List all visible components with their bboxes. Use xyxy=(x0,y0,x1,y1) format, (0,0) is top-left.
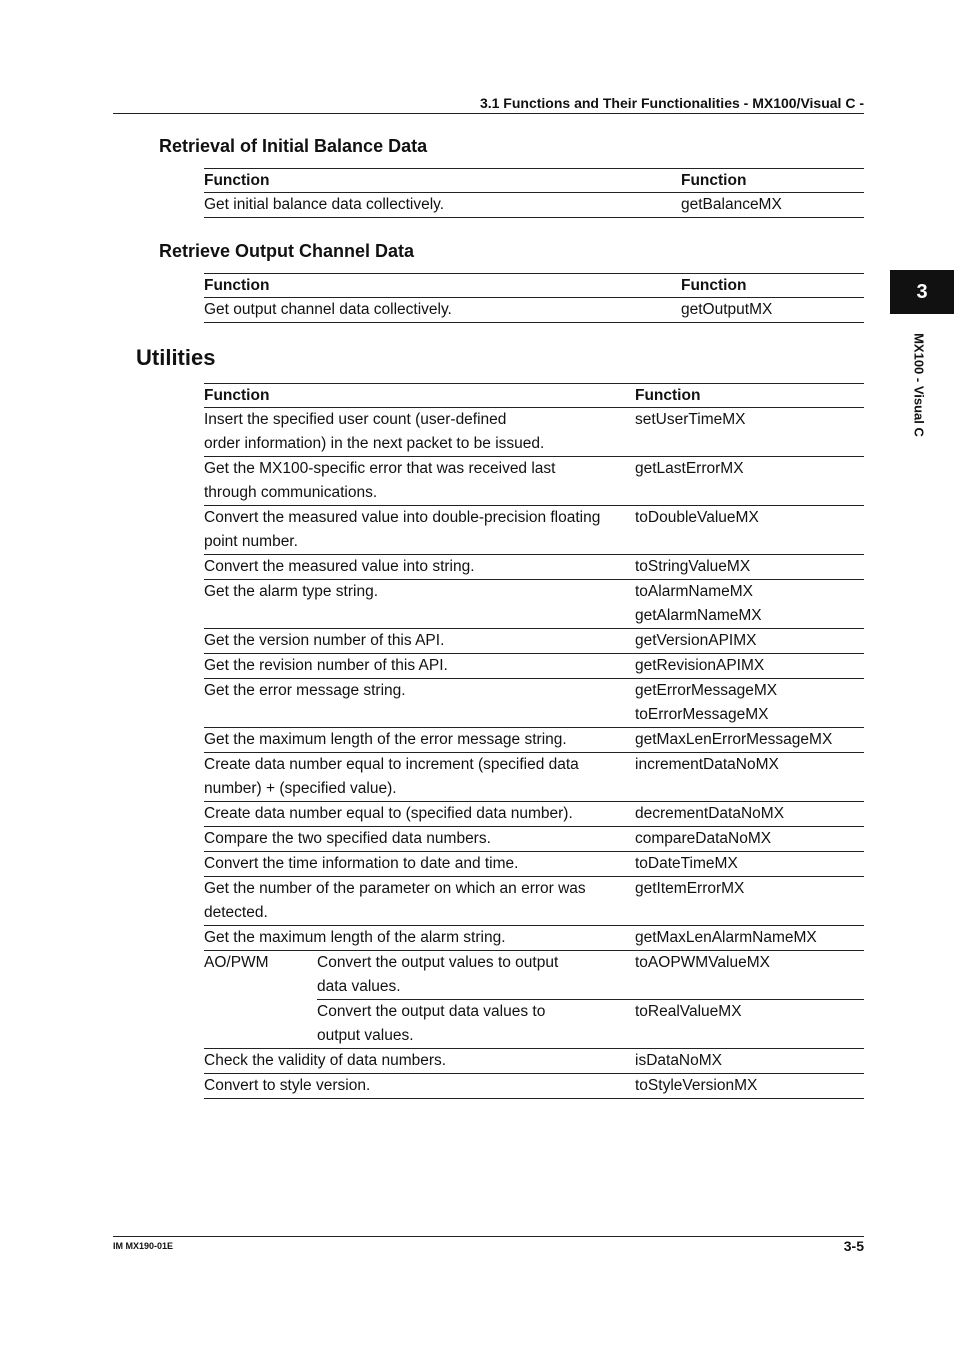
row-description: Get the maximum length of the alarm string. xyxy=(204,926,635,951)
table-header-row xyxy=(204,384,864,408)
table-row xyxy=(204,408,864,457)
row-function: getMaxLenErrorMessageMX xyxy=(635,728,864,753)
output-table xyxy=(204,273,864,323)
row-description: Get the MX100-specific error that was received last through communications. xyxy=(204,457,635,506)
chapter-number: 3 xyxy=(916,280,928,303)
row-function: decrementDataNoMX xyxy=(635,802,864,827)
balance-table xyxy=(204,168,864,218)
row-description: Convert to style version. xyxy=(204,1074,635,1099)
footer-page-number: 3-5 xyxy=(843,1238,864,1254)
running-header: 3.1 Functions and Their Functionalities - MX100/Visual C - xyxy=(479,95,864,111)
row-description: Convert the measured value into double-precision floating point number. xyxy=(204,506,635,555)
row-description: Get initial balance data collectively. xyxy=(204,193,681,218)
table-row xyxy=(204,1049,864,1074)
row-description: Convert the output data values to output values. xyxy=(317,1000,635,1049)
balance-section-heading: Retrieval of Initial Balance Data xyxy=(159,136,428,156)
table-row xyxy=(204,1074,864,1099)
table-row xyxy=(204,827,864,852)
row-function: toDoubleValueMX xyxy=(635,506,864,555)
row-function: toRealValueMX xyxy=(635,1000,864,1049)
row-description: Get the maximum length of the error message string. xyxy=(204,728,635,753)
row-function: toStyleVersionMX xyxy=(635,1074,864,1099)
footer-doc-id: IM MX190-01E xyxy=(113,1241,174,1251)
header-rule xyxy=(113,113,864,114)
table-row xyxy=(204,629,864,654)
ao-pwm-group-label: AO/PWM xyxy=(204,951,317,1049)
row-function: isDataNoMX xyxy=(635,1049,864,1074)
row-function: incrementDataNoMX xyxy=(635,753,864,802)
row-function: getMaxLenAlarmNameMX xyxy=(635,926,864,951)
table-row xyxy=(204,753,864,802)
row-function: setUserTimeMX xyxy=(635,408,864,457)
table-row xyxy=(204,852,864,877)
table-row xyxy=(204,728,864,753)
row-function: getLastErrorMX xyxy=(635,457,864,506)
row-function: getVersionAPIMX xyxy=(635,629,864,654)
row-description: Get the number of the parameter on which an error was detected. xyxy=(204,877,635,926)
table-row xyxy=(204,926,864,951)
table-row xyxy=(204,679,864,728)
table-row xyxy=(204,654,864,679)
column-header-description: Function xyxy=(204,274,681,298)
footer-rule xyxy=(113,1236,864,1237)
row-function: toStringValueMX xyxy=(635,555,864,580)
row-function: toDateTimeMX xyxy=(635,852,864,877)
row-description: Create data number equal to (specified data number). xyxy=(204,802,635,827)
column-header-function: Function xyxy=(681,274,864,298)
column-header-description: Function xyxy=(204,384,635,408)
table-header-row xyxy=(204,274,864,298)
column-header-description: Function xyxy=(204,169,681,193)
row-description: Get the alarm type string. xyxy=(204,580,635,629)
row-function: getErrorMessageMX toErrorMessageMX xyxy=(635,679,864,728)
row-description: Check the validity of data numbers. xyxy=(204,1049,635,1074)
row-function: compareDataNoMX xyxy=(635,827,864,852)
row-description: Get the error message string. xyxy=(204,679,635,728)
chapter-tab xyxy=(890,270,954,314)
table-row xyxy=(204,298,864,323)
row-description: Create data number equal to increment (specified data number) + (specified value). xyxy=(204,753,635,802)
table-row xyxy=(204,506,864,555)
row-function: toAlarmNameMX getAlarmNameMX xyxy=(635,580,864,629)
table-row-ao-pwm xyxy=(204,951,864,1000)
row-function: getRevisionAPIMX xyxy=(635,654,864,679)
row-function: getItemErrorMX xyxy=(635,877,864,926)
column-header-function: Function xyxy=(681,169,864,193)
table-row xyxy=(204,877,864,926)
row-function: toAOPWMValueMX xyxy=(635,951,864,1000)
output-section-heading: Retrieve Output Channel Data xyxy=(159,241,415,261)
row-description: Convert the output values to output data values. xyxy=(317,951,635,1000)
table-row xyxy=(204,555,864,580)
row-description: Get output channel data collectively. xyxy=(204,298,681,323)
row-description: Convert the time information to date and time. xyxy=(204,852,635,877)
row-description: Compare the two specified data numbers. xyxy=(204,827,635,852)
table-row xyxy=(204,457,864,506)
row-description: Convert the measured value into string. xyxy=(204,555,635,580)
chapter-tab-label: MX100 - Visual C xyxy=(911,333,927,437)
table-row xyxy=(204,580,864,629)
row-function: getBalanceMX xyxy=(681,193,864,218)
row-description: Get the revision number of this API. xyxy=(204,654,635,679)
row-function: getOutputMX xyxy=(681,298,864,323)
utilities-heading: Utilities xyxy=(136,345,216,370)
table-row xyxy=(204,802,864,827)
row-description: Insert the specified user count (user-defined order information) in the next packet to be issued. xyxy=(204,408,635,457)
table-header-row xyxy=(204,169,864,193)
utilities-table xyxy=(204,383,864,1099)
column-header-function: Function xyxy=(635,384,864,408)
table-row xyxy=(204,193,864,218)
row-description: Get the version number of this API. xyxy=(204,629,635,654)
